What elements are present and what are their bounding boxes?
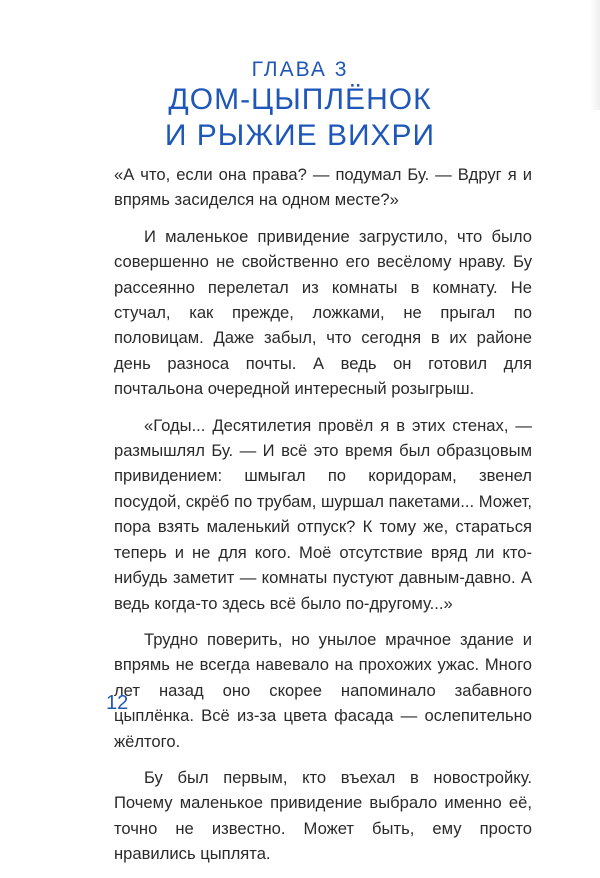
chapter-title-line-2: И РЫЖИЕ ВИХРИ: [164, 119, 436, 152]
page-number: 12: [106, 692, 129, 714]
paragraph-4: Трудно поверить, но унылое мрачное здание и впрямь не всегда навевало на прохожих ужас. Много лет назад оно скорее напоминало забавного цыплёнка. Всё из-за цвета фасада — ослепительно жёлтого.: [114, 629, 532, 751]
chapter-title-line-1: ДОМ-ЦЫПЛЁНОК: [168, 83, 432, 116]
paragraph-2: И маленькое привидение загрустило, что было совершенно не свойственно его весёлому нраву. Бу рассеянно перелетал из комнаты в комнату. Не стучал, как прежде, ложками, не прыгал по половицам. Даже забыл, что сегодня в их районе день разноса почты. А ведь он готовил для почтальона очередной интересный розыгрыш.: [114, 226, 532, 399]
paragraph-1: «А что, если она права? — подумал Бу. — Вдруг я и впрямь засиделся на одном месте?»: [114, 165, 532, 210]
chapter-label: ГЛАВА 3: [251, 58, 349, 81]
paragraph-5: Бу был первым, кто въехал в новостройку. Почему маленькое привидение выбрало именно её, точно не известно. Может быть, ему просто нравились цыплята.: [114, 767, 532, 864]
body-text: [114, 162, 532, 878]
chapter-title: [0, 82, 600, 154]
paragraph-3: «Годы... Десятилетия провёл я в этих стенах, — размышлял Бу. — И всё это время был образцовым привидением: шмыгал по коридорам, звенел посудой, скрёб по трубам, шуршал пакетами... Может, пора взять маленький отпуск? К тому же, стараться теперь и не для кого. Моё отсутствие вряд ли кто-нибудь заметит — комнаты пустуют давным-давно. А ведь когда-то здесь всё было по-другому...»: [114, 415, 532, 613]
